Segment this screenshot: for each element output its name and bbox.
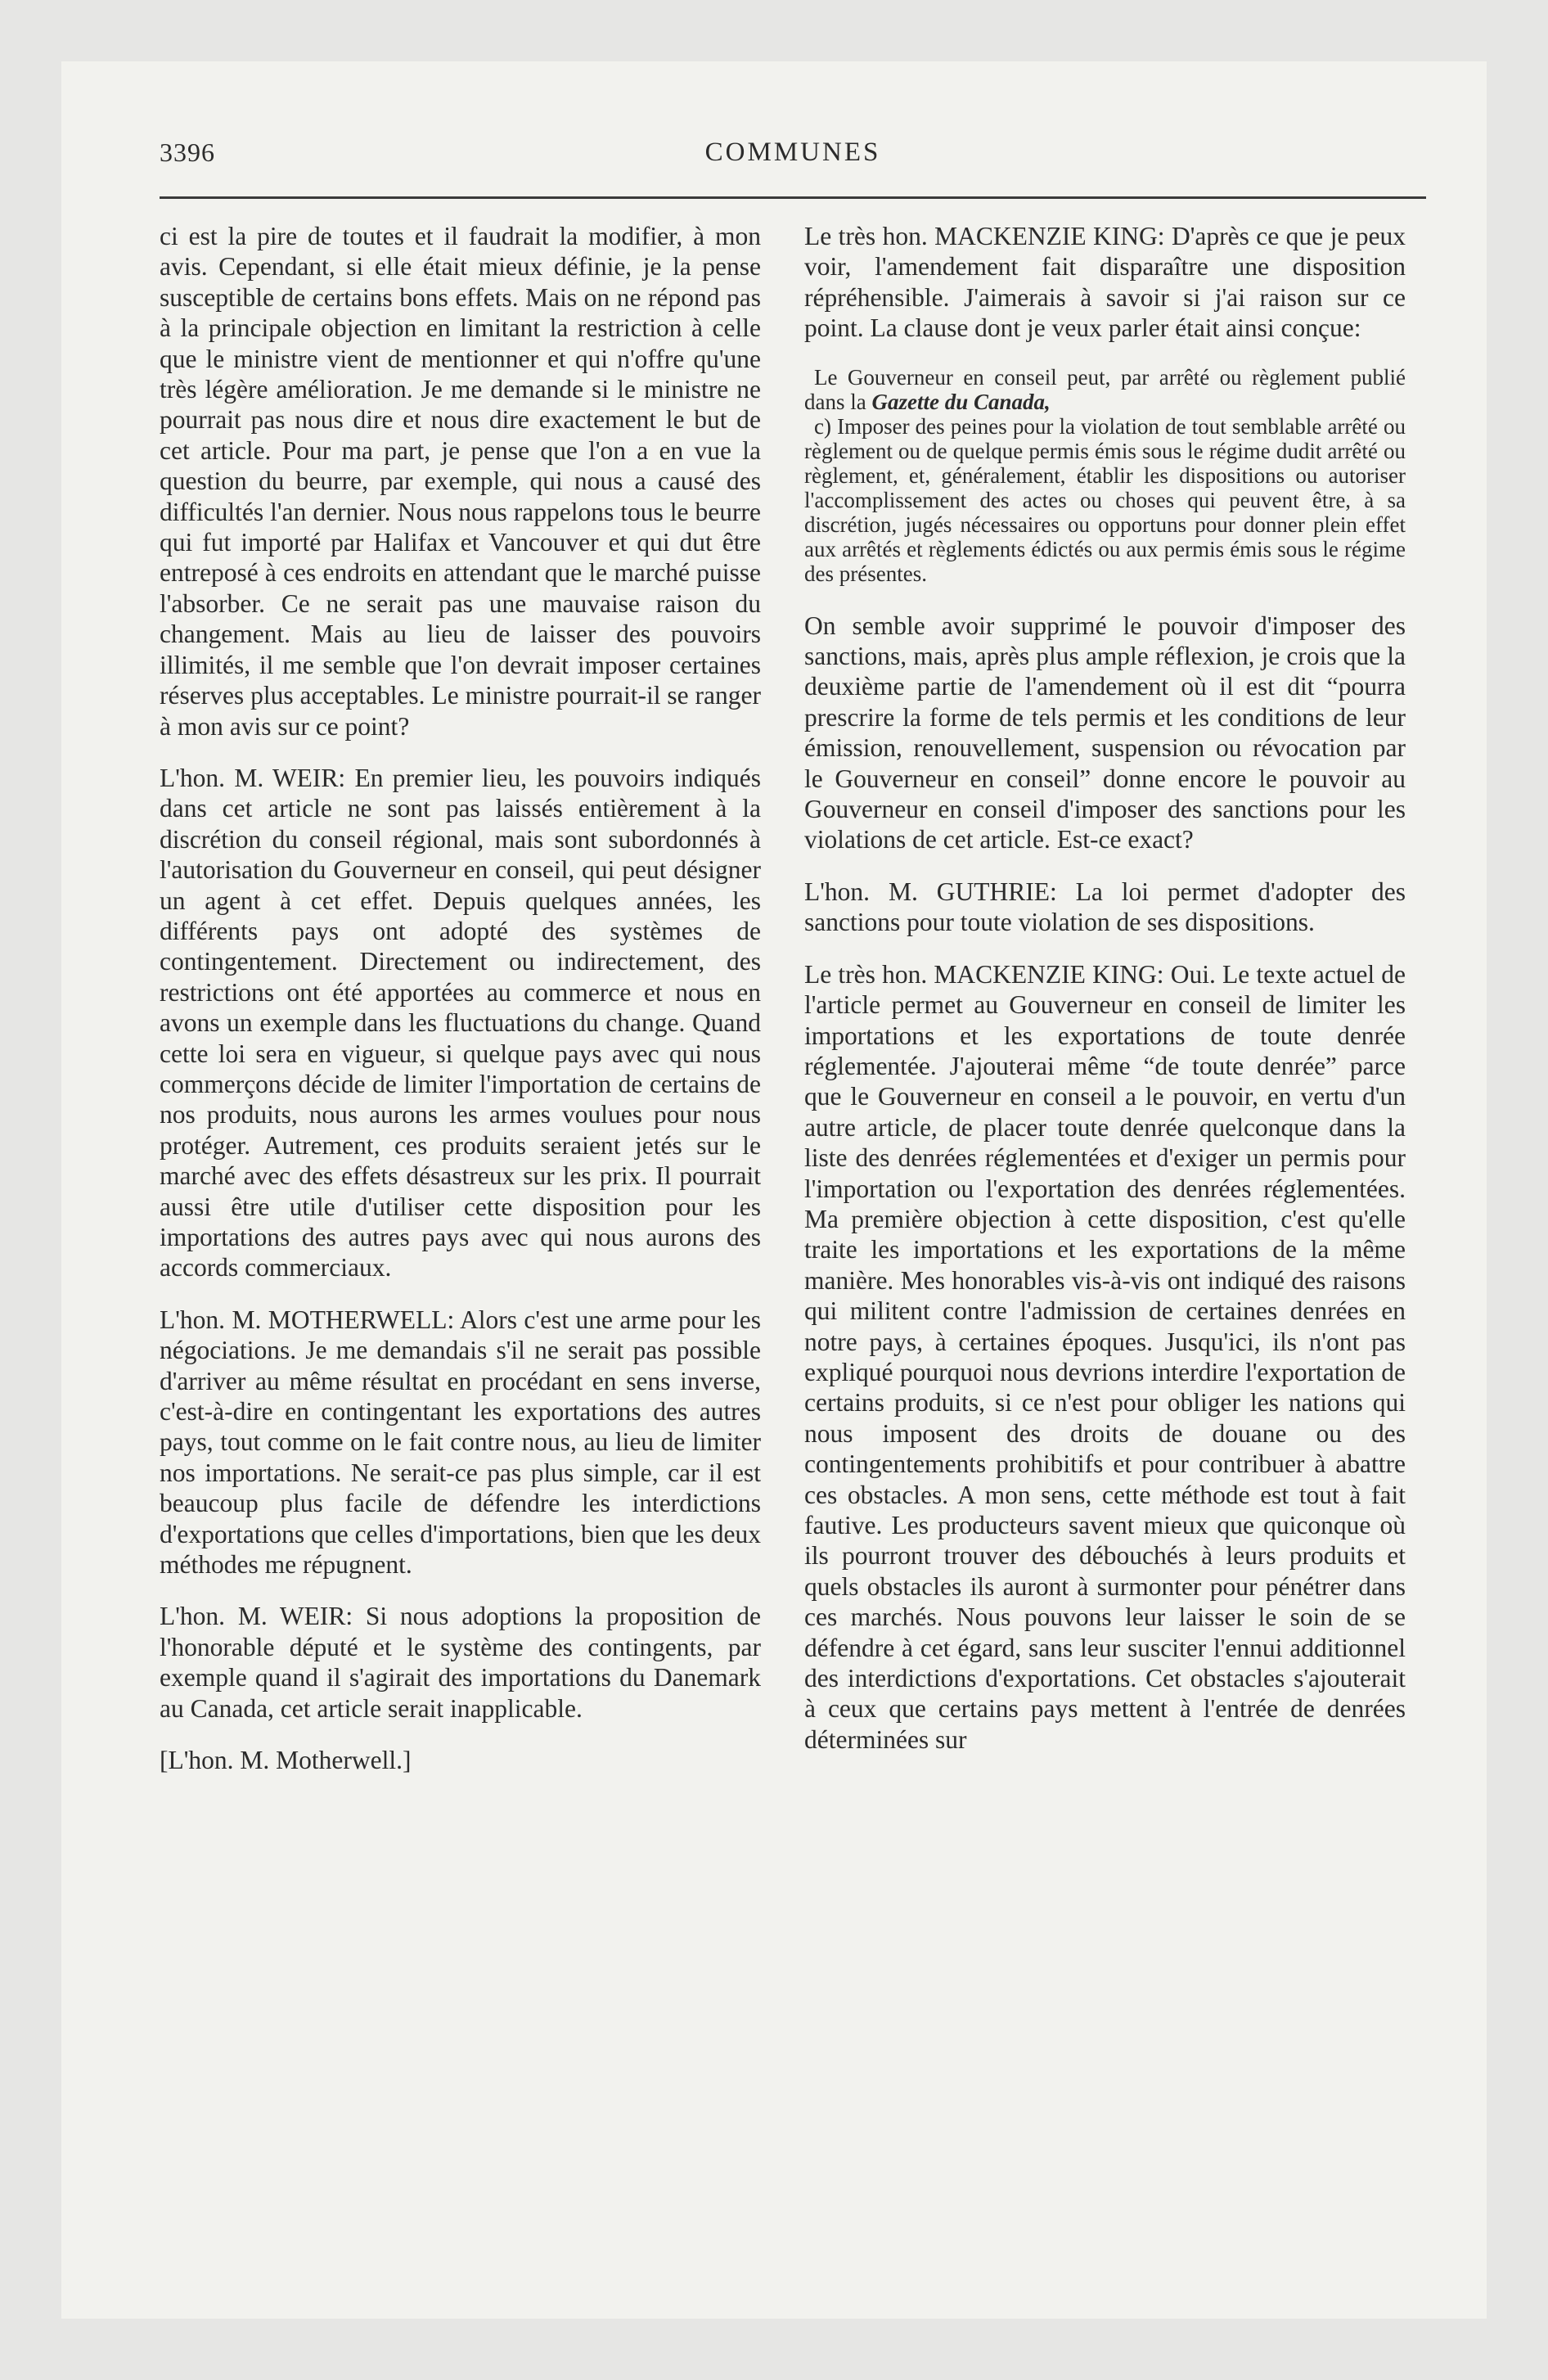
paragraph: L'hon. M. MOTHERWELL: Alors c'est une arme pour les négociations. Je me demandais s'il ne serait pas possible d'arriver au même résultat en procédant en sens inverse, c'est-à-dire en contingentant les exportations des autres pays, tout comme on le fait contre nous, au lieu de limiter nos importations. Ne serait-ce pas plus simple, car il est beaucoup plus facile de défendre les interdictions d'exportations que celles d'importations, bien que les deux méthodes me répugnent. (160, 1305, 761, 1580)
paragraph: ci est la pire de toutes et il faudrait la modifier, à mon avis. Cependant, si elle était mieux définie, je la pense susceptible de certains bons effets. Mais on ne répond pas à la principale objection en limitant la restriction à celle que le ministre vient de mentionner et qui n'offre qu'une très légère amélioration. Je me demande si le ministre ne pourrait pas nous dire et nous dire exactement le but de cet article. Pour ma part, je pense que l'on a en vue la question du beurre, par exemple, qui nous a causé des difficultés l'an dernier. Nous nous rappelons tous le beurre qui fut importé par Halifax et Vancouver et qui dut être entreposé à ces endroits en attendant que le marché puisse l'absorber. Ce ne serait pas une mauvaise raison du changement. Mais au lieu de laisser des pouvoirs illimités, il me semble que l'on devrait imposer certaines réserves plus acceptables. Le ministre pourrait-il se ranger à mon avis sur ce point? (160, 222, 761, 741)
left-column (160, 221, 761, 1776)
paragraph: Le très hon. MACKENZIE KING: D'après ce que je peux voir, l'amendement fait disparaître une disposition répréhensible. J'aimerais à savoir si j'ai raison sur ce point. La clause dont je veux parler était ainsi conçue: (804, 222, 1406, 343)
paragraph: Le très hon. MACKENZIE KING: Oui. Le texte actuel de l'article permet au Gouverneur en conseil de limiter les importations et les exportations de toute denrée réglementée. J'ajouterai même “de toute denrée” parce que le Gouverneur en conseil a le pouvoir, en vertu d'un autre article, de placer toute denrée quelconque dans la liste des denrées réglementées et d'exiger un permis pour l'importation ou l'exportation des denrées réglementées. Ma première objection à cette disposition, c'est qu'elle traite les importations et les exportations de la même manière. Mes honorables vis-à-vis ont indiqué des raisons qui militent contre l'admission de certaines denrées en notre pays, à certaines époques. Jusqu'ici, ils n'ont pas expliqué pourquoi nous devrions interdire l'exportation de certains produits, si ce n'est pour obliger les nations qui nous imposent des droits de douane ou des contingentements prohibitifs et pour contribuer à abattre ces obstacles. A mon sens, cette méthode est tout à fait fautive. Les producteurs savent mieux que quiconque où ils pourront trouver des débouchés à leurs produits et quels obstacles ils auront à surmonter pour pénétrer dans ces marchés. Nous pouvons leur laisser le soin de se défendre à cet égard, sans leur susciter l'ennui additionnel des interdictions d'exportations. Cet obstacles s'ajouterait à ceux que certains pays mettent à l'entrée de denrées déterminées sur (804, 959, 1406, 1754)
running-title: COMMUNES (704, 137, 881, 167)
page-number: 3396 (160, 137, 215, 167)
paragraph: On semble avoir supprimé le pouvoir d'imposer des sanctions, mais, après plus ample réflexion, je crois que la deuxième partie de l'amendement où il est dit “pourra prescrire la forme de tels permis et les conditions de leur émission, renouvellement, suspension ou révocation par le Gouverneur en conseil” donne encore le pouvoir au Gouverneur en conseil d'imposer des sanctions pour les violations de cet article. Est-ce exact? (804, 611, 1406, 854)
quote-italic: Gazette du Canada, (871, 389, 1051, 414)
paragraph: L'hon. M. WEIR: En premier lieu, les pouvoirs indiqués dans cet article ne sont pas laissés entièrement à la discrétion du conseil régional, mais sont subordonnés à l'autorisation du Gouverneur en conseil, qui peut désigner un agent à cet effet. Depuis quelques années, les différents pays ont adopté des systèmes de contingentement. Directement ou indirectement, des restrictions ont été apportées au commerce et nous en avons un exemple dans les fluctuations du change. Quand cette loi sera en vigueur, si quelque pays avec qui nous commerçons décide de limiter l'importation de certains de nos produits, nous aurons les armes voulues pour nous protéger. Autrement, ces produits seraient jetés sur le marché avec des effets désastreux sur les prix. Il pourrait aussi être utile d'utiliser cette disposition pour les importations des autres pays avec qui nous aurons des accords commerciaux. (160, 763, 761, 1282)
paragraph: L'hon. M. GUTHRIE: La loi permet d'adopter des sanctions pour toute violation de ses dispositions. (804, 877, 1406, 937)
footer-attribution: [L'hon. M. Motherwell.] (160, 1746, 412, 1775)
header-rule (160, 196, 1426, 199)
quoted-clause (804, 365, 1406, 586)
quote-line: Le Gouverneur en conseil peut, par arrêté ou règlement publié dans la (804, 364, 1406, 414)
right-column (804, 221, 1406, 1776)
page-header (160, 137, 1426, 178)
quote-text: c) Imposer des peines pour la violation de tout semblable arrêté ou règlement ou de quelque permis émis sous le régime dudit arrêté ou règlement, et, généralement, établir les dispositions ou autoriser l'accomplissement des actes ou choses qui peuvent être, à sa discrétion, jugés nécessaires ou opportuns pour donner plein effet aux arrêtés et règlements édictés ou aux permis émis sous le régime des présentes. (804, 413, 1406, 586)
paragraph: L'hon. M. WEIR: Si nous adoptions la proposition de l'honorable député et le système des contingents, par exemple quand il s'agirait des importations du Danemark au Canada, cet article serait inapplicable. (160, 1602, 761, 1723)
